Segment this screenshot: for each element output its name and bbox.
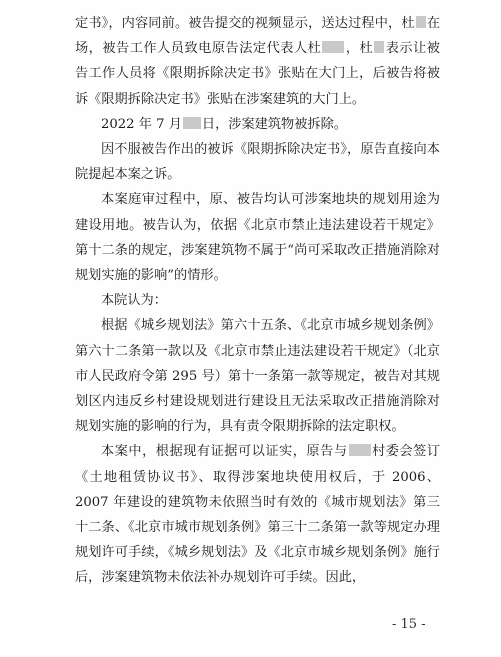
text-segment: 2022 年 7 月 xyxy=(101,116,182,132)
redaction-mark xyxy=(183,117,201,129)
paragraph-delivery xyxy=(75,11,440,112)
paragraph-court-holds: 本院认为： xyxy=(101,293,167,309)
text-segment: 定书》，内容同前。被告提交的视频显示，送达过程中，杜 xyxy=(75,16,415,31)
redaction-mark xyxy=(374,41,384,53)
redaction-mark xyxy=(322,41,344,53)
page-number: - 15 - xyxy=(392,617,426,632)
text-segment: 本案中，根据现有证据可以证实，原告与 xyxy=(101,444,348,460)
document-body xyxy=(75,11,440,591)
paragraph-legal-basis: 根据《城乡规划法》第六十五条、《北京市城乡规划条例》第六十二条第一款以及《北京市禁止违法建设若干规定》（北京市人民政府令第 295 号）第十一条第一款等规定，被告对其规划区内违反乡村建设规划进行建设且无法采取改正措施消除对规划实施的影响的行为，具有责令限期拆除的法定职权。 xyxy=(75,318,440,435)
text-segment: ，杜 xyxy=(345,41,374,57)
paragraph-trial: 本案庭审过程中，原、被告均认可涉案地块的规划用途为建设用地。被告认为，依据《北京市禁止违法建设若干规定》第十二条的规定，涉案建筑物不属于“尚可采取改正措施消除对规划实施的影响”的情形。 xyxy=(75,192,440,284)
redaction-mark xyxy=(416,16,426,28)
paragraph-demolition-date xyxy=(75,112,440,137)
redaction-mark xyxy=(349,444,371,456)
paragraph-lawsuit: 因不服被告作出的被诉《限期拆除决定书》，原告直接向本院提起本案之诉。 xyxy=(75,142,440,183)
text-segment: 在场，被告工作人员致电原告法定代表人杜 xyxy=(75,16,441,57)
text-segment: 表示让被告工作人员将《限期拆除决定书》张贴在大门上，后被告将被诉《限期拆除决定书》张贴在涉案建筑的大门上。 xyxy=(75,41,440,107)
text-segment: 日，涉案建筑物被拆除。 xyxy=(201,116,347,132)
text-segment: 村委会签订《土地租赁协议书》、取得涉案地块使用权后，于 2006、2007 年建设的建筑物未依照当时有效的《城市规划法》第三十二条、《北京市城市规划条例》第三十二条第一款等规定办理规划许可手续，《城乡规划法》及《北京市城乡规划条例》施行后，涉案建筑物未依法补办规划许可手续。因此， xyxy=(75,444,441,586)
paragraph-findings xyxy=(75,439,440,590)
